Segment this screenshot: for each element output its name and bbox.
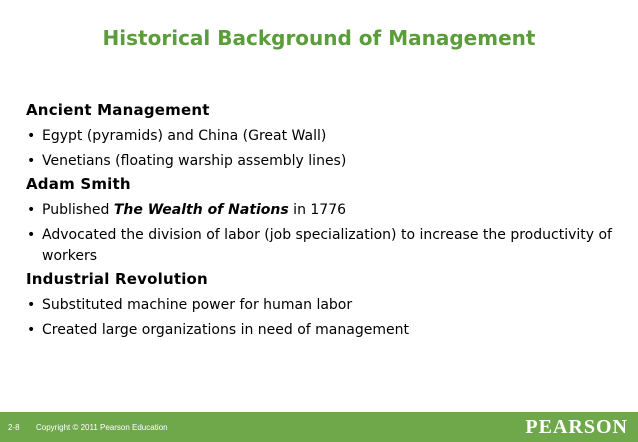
bullet-icon: •: [27, 128, 36, 144]
bullet-text-suffix: in 1776: [288, 202, 347, 218]
bullet-text: Egypt (pyramids) and China (Great Wall): [42, 128, 327, 144]
section-heading-industrial-revolution: Industrial Revolution: [26, 270, 208, 288]
bullet-item: [24, 200, 624, 221]
bullet-icon: •: [27, 153, 36, 169]
bullet-item: [24, 320, 624, 341]
copyright-notice: Copyright © 2011 Pearson Education: [36, 423, 168, 432]
bullet-text: Substituted machine power for human labor: [42, 297, 353, 313]
slide-content: [24, 99, 624, 341]
footer-bar: [0, 412, 638, 442]
bullet-icon: •: [27, 227, 36, 243]
bullet-text: Advocated the division of labor (job specialization) to increase the productivity of workers: [42, 227, 612, 264]
bullet-item: [24, 126, 624, 147]
slide-number: 2-8: [8, 423, 20, 432]
book-title: The Wealth of Nations: [113, 202, 289, 218]
bullet-text-prefix: Published: [42, 202, 114, 218]
slide-title: Historical Background of Management: [102, 26, 536, 50]
bullet-item: [24, 151, 624, 172]
pearson-logo: PEARSON: [525, 416, 628, 438]
bullet-icon: •: [27, 202, 36, 218]
bullet-icon: •: [27, 297, 36, 313]
section-heading-adam-smith: Adam Smith: [26, 175, 131, 193]
bullet-item: [24, 225, 624, 267]
section-heading-ancient-management: Ancient Management: [26, 101, 210, 119]
bullet-item: [24, 295, 624, 316]
bullet-text: Venetians (floating warship assembly lines): [42, 153, 347, 169]
bullet-text: Created large organizations in need of management: [42, 322, 409, 338]
bullet-icon: •: [27, 322, 36, 338]
